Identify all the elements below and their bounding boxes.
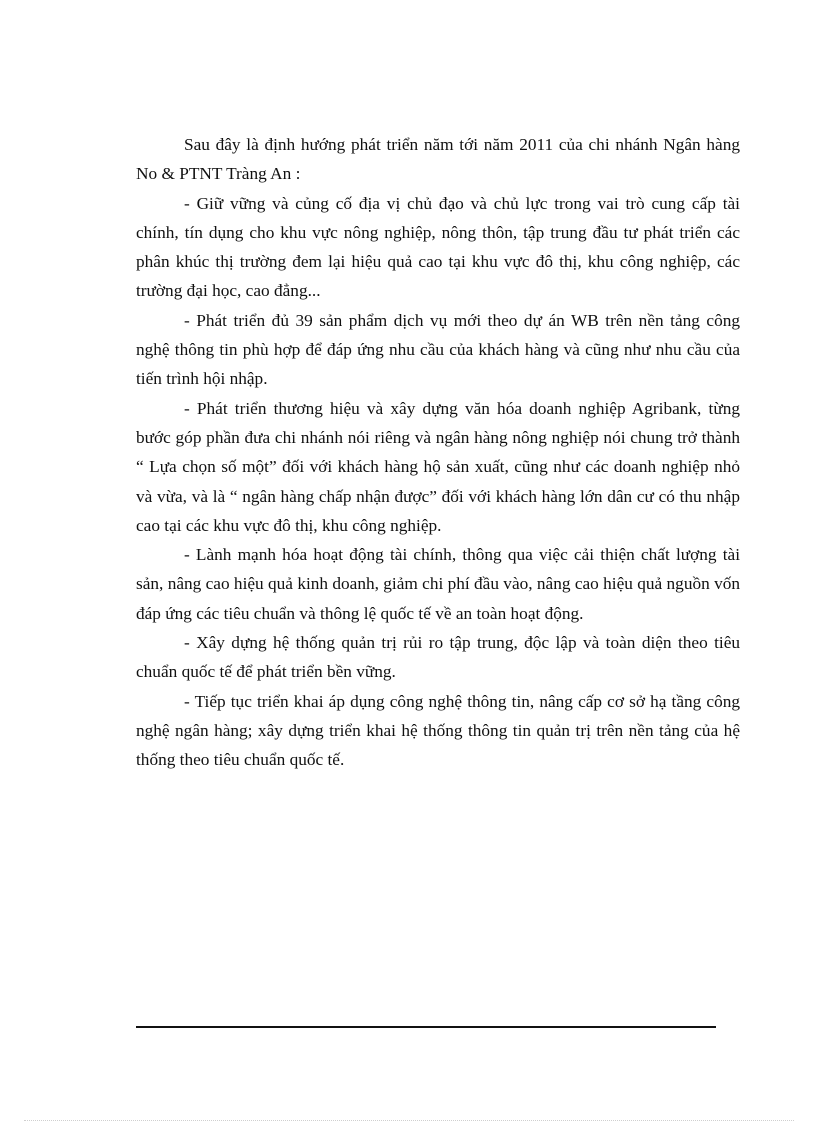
bullet-paragraph-brand: - Phát triển thương hiệu và xây dựng văn hóa doanh nghiệp Agribank, từng bước góp phần đưa chi nhánh nói riêng và ngân hàng nông nghiệp nói chung trở thành “ Lựa chọn số một” đối với khách hàng hộ sản xuất, cũng như các doanh nghiệp nhỏ và vừa, và là “ ngân hàng chấp nhận được” đối với khách hàng lớn dân cư có thu nhập cao tại các khu vực đô thị, khu công nghiệp.: [136, 398, 740, 535]
bullet-paragraph-position: - Giữ vững và củng cố địa vị chủ đạo và chủ lực trong vai trò cung cấp tài chính, tín dụng cho khu vực nông nghiệp, nông thôn, tập trung đầu tư phát triển các phân khúc thị trường đem lại hiệu quả cao tại khu vực đô thị, khu công nghiệp, các trường đại học, cao đẳng...: [136, 193, 740, 301]
document-body: [136, 130, 740, 775]
bullet-paragraph-technology: - Tiếp tục triển khai áp dụng công nghệ thông tin, nâng cấp cơ sở hạ tầng công nghệ ngân hàng; xây dựng triển khai hệ thống thông tin quản trị trên nền tảng của hệ thống theo tiêu chuẩn quốc tế.: [136, 691, 740, 770]
bullet-paragraph-products: - Phát triển đủ 39 sản phẩm dịch vụ mới theo dự án WB trên nền tảng công nghệ thông tin phù hợp để đáp ứng nhu cầu của khách hàng và cũng như nhu cầu của tiến trình hội nhập.: [136, 310, 740, 389]
bullet-paragraph-finance: - Lành mạnh hóa hoạt động tài chính, thông qua việc cải thiện chất lượng tài sản, nâng cao hiệu quả kinh doanh, giảm chi phí đầu vào, nâng cao hiệu quả nguồn vốn đáp ứng các tiêu chuẩn và thông lệ quốc tế về an toàn hoạt động.: [136, 545, 740, 623]
footer-rule: [136, 1026, 716, 1028]
intro-paragraph: Sau đây là định hướng phát triển năm tới năm 2011 của chi nhánh Ngân hàng No & PTNT Tràng An :: [136, 135, 740, 184]
page-bottom-dotted-border: [24, 1120, 794, 1121]
bullet-paragraph-risk: - Xây dựng hệ thống quản trị rủi ro tập trung, độc lập và toàn diện theo tiêu chuẩn quốc tế để phát triển bền vững.: [136, 633, 740, 682]
